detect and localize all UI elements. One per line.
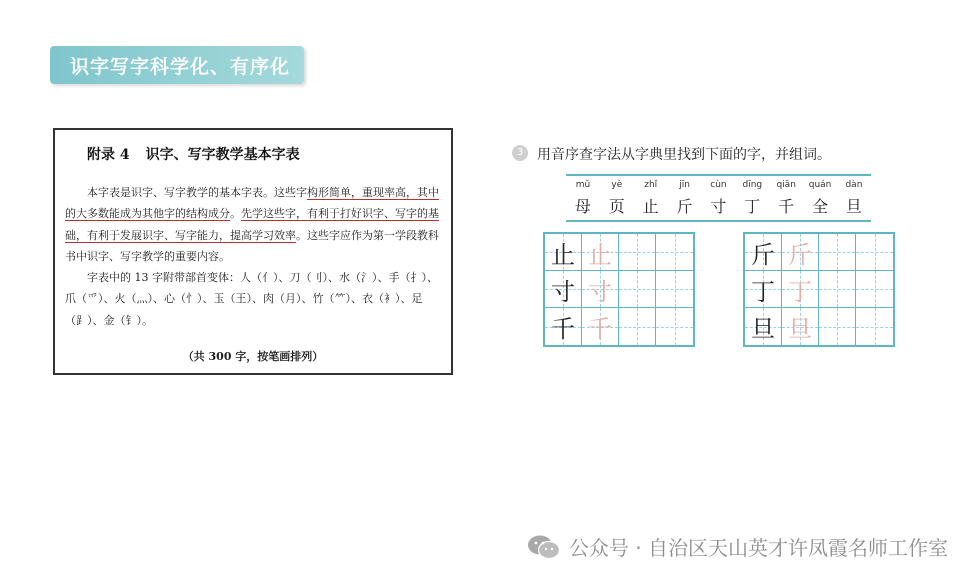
model-char: 千 [551, 315, 575, 343]
model-char: 斤 [751, 240, 775, 269]
exercise-number-badge: 3 [512, 145, 528, 161]
page-title: 识字写字科学化、有序化 [70, 55, 291, 78]
grid-cell [856, 234, 893, 271]
char-item [568, 176, 598, 217]
grid-cell [582, 271, 619, 308]
grid-cell [619, 271, 656, 308]
appendix-paragraph-2: 字表中的 13 字附带部首变体：人（亻）、刀（刂）、水（氵）、手（扌）、爪（爫）、火（灬）、心（忄）、玉（王）、肉（月）、竹（⺮）、衣（衤）、足（⻊）、金（钅）。 [65, 271, 438, 327]
wechat-icon [527, 534, 561, 560]
appendix-scan [53, 128, 453, 375]
pinyin: zhǐ [644, 180, 658, 190]
writing-grid-right [743, 232, 895, 347]
char-item [839, 176, 869, 217]
model-char: 止 [551, 240, 575, 269]
appendix-body [65, 182, 447, 331]
exercise-instruction: 用音序查字法从字典里找到下面的字，并组词。 [537, 147, 831, 163]
hanzi: 母 [574, 197, 591, 216]
grid-cell [745, 234, 782, 271]
hanzi: 斤 [676, 197, 693, 216]
grid-cell [619, 308, 656, 345]
model-char: 丁 [751, 277, 775, 306]
trace-char: 丁 [788, 277, 812, 306]
char-item [703, 176, 733, 217]
hanzi: 旦 [845, 197, 862, 216]
grid-cell [819, 234, 856, 271]
pinyin: qiān [776, 180, 796, 190]
grid-cell [856, 271, 893, 308]
text-run: 本字表是识字、写字教学的基本字表。这些字 [87, 186, 307, 199]
trace-char: 斤 [788, 240, 812, 269]
trace-char: 旦 [788, 315, 812, 343]
char-item [670, 176, 700, 217]
appendix-label: 附录 4 [87, 147, 130, 163]
trace-char: 千 [588, 315, 612, 343]
appendix-footer: （共 300 字，按笔画排列） [182, 350, 324, 363]
char-item [602, 176, 632, 217]
hanzi: 千 [778, 197, 795, 216]
char-item [805, 176, 835, 217]
text-run: 。 [230, 207, 241, 221]
character-strip [566, 174, 871, 222]
pinyin: mǔ [575, 180, 591, 190]
grid-cell [782, 308, 819, 345]
char-item [636, 176, 666, 217]
pinyin: quán [808, 180, 832, 190]
grid-cell [545, 271, 582, 308]
pinyin: cùn [710, 180, 727, 190]
watermark-text: 公众号 · 自治区天山英才许凤霞名师工作室 [568, 536, 948, 560]
grid-cell [656, 308, 693, 345]
highlighted-text: 构形简单，重现率高，其中的大多数能成为其他字的结构成分 [65, 186, 439, 221]
appendix-paragraph-1 [65, 182, 447, 267]
hanzi: 寸 [710, 197, 727, 216]
pinyin: dīng [742, 180, 763, 190]
hanzi: 丁 [744, 197, 761, 216]
grid-cell [619, 234, 656, 271]
appendix-title: 识字、写字教学基本字表 [145, 147, 300, 163]
pinyin: jīn [679, 180, 690, 190]
grid-cell [819, 271, 856, 308]
grid-cell [745, 271, 782, 308]
model-char: 旦 [751, 315, 775, 343]
title-badge [50, 46, 304, 84]
grid-cell [819, 308, 856, 345]
trace-char: 止 [588, 240, 612, 269]
char-item [737, 176, 767, 217]
exercise-panel [512, 140, 952, 360]
char-item [771, 176, 801, 217]
trace-char: 寸 [588, 277, 612, 306]
highlighted-text: 先学这些字，有利于打好识字、写字的基础，有利于发展识字、写字能力，提高学习效率 [65, 207, 439, 242]
model-char: 寸 [551, 277, 575, 306]
grid-cell [582, 234, 619, 271]
hanzi: 止 [642, 197, 659, 216]
grid-cell [656, 234, 693, 271]
grid-cell [782, 234, 819, 271]
hanzi: 页 [608, 197, 625, 216]
grid-cell [656, 271, 693, 308]
grid-cell [856, 308, 893, 345]
text-run: 。这些字应作为第一学段教科书中识字、写字教学的重要内容。 [65, 228, 439, 263]
writing-grid-left [543, 232, 695, 347]
grid-cell [782, 271, 819, 308]
grid-cell [745, 308, 782, 345]
watermark [527, 532, 948, 561]
pinyin: yè [611, 180, 623, 190]
appendix-heading [87, 144, 300, 164]
pinyin: dàn [845, 180, 863, 190]
grid-cell [582, 308, 619, 345]
hanzi: 全 [812, 197, 829, 216]
grid-cell [545, 234, 582, 271]
grid-cell [545, 308, 582, 345]
